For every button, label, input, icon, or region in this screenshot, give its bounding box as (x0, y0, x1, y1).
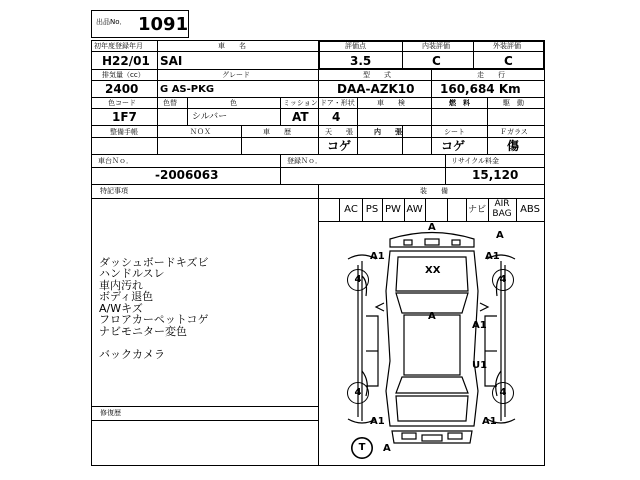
score-label: 評価点 (345, 42, 366, 50)
ceiling-label: 天 張 (325, 128, 353, 136)
fuel-label: 燃 料 (449, 99, 470, 107)
damage-roof: A (428, 311, 436, 322)
note-line: フロアカーペットコゲ (99, 313, 209, 326)
seat-value: コゲ (441, 139, 466, 153)
note-line: ナビモニター変色 (99, 325, 187, 338)
equipment-airbag: AIR BAG (492, 199, 512, 219)
interior-value: C (432, 54, 441, 68)
color-value: シルバー (192, 112, 228, 122)
chassis-value: -2006063 (155, 168, 219, 182)
nox-label: ＮＯＸ (190, 128, 211, 136)
reg-year-value: H22/01 (102, 54, 150, 68)
repair-label: 修復歴 (100, 409, 121, 417)
drive-label: 駆 動 (503, 99, 524, 107)
equipment-ac: AC (344, 204, 358, 215)
damage-rear-bumper: A (383, 443, 391, 454)
model-value: DAA-AZK10 (337, 82, 415, 96)
equipment-navi: ナビ (467, 205, 486, 215)
spare-tire: T (351, 437, 373, 459)
grade-label: グレード (222, 71, 250, 79)
note-line: A/Wキズ (99, 302, 143, 315)
note-line: ボディ退色 (99, 290, 154, 303)
equipment-ps: PS (365, 204, 379, 215)
exterior-value: C (504, 54, 513, 68)
score-value: 3.5 (350, 54, 372, 68)
displacement-label: 排気量（cc） (102, 71, 145, 79)
mileage-label: 走 行 (477, 71, 505, 79)
fr-wheel-grade: 4 (492, 269, 514, 291)
damage-fl-fender: A1 (370, 251, 385, 262)
note-line: ハンドルスレ (99, 267, 165, 280)
glass-label: Ｆガラス (500, 128, 528, 136)
vehicle-inspection-label: 車 検 (377, 99, 405, 107)
car-name-value: SAI (160, 54, 183, 68)
chassis-label: 車台Ｎｏ． (98, 157, 133, 165)
model-label: 型 式 (363, 71, 391, 79)
doors-value: 4 (332, 110, 341, 124)
damage-rl-quarter: A1 (370, 416, 385, 427)
lot-label: 出品No． (96, 18, 127, 26)
manual-label: 整備手帳 (110, 128, 138, 136)
glass-value: 傷 (507, 139, 520, 153)
color-label: 色 (230, 99, 237, 107)
damage-right-rear-door: U1 (472, 360, 488, 371)
note-line: バックカメラ (99, 348, 165, 361)
color-code-value: 1F7 (112, 110, 137, 124)
history-label: 車 歴 (263, 128, 291, 136)
interior-label: 内装評価 (422, 42, 450, 50)
equipment-pw: PW (385, 204, 401, 215)
lot-number: 1091 (138, 14, 189, 35)
damage-hood: XX (425, 265, 441, 276)
damage-front: A (428, 222, 436, 233)
damage-rr-quarter: A1 (482, 416, 497, 427)
equipment-label: 装 備 (420, 187, 448, 195)
damage-front-right: A (496, 230, 504, 241)
doors-label: ドア・形状 (320, 99, 355, 107)
equipment-abs: ABS (520, 204, 540, 215)
displacement-value: 2400 (105, 82, 139, 96)
mission-label: ミッション (283, 99, 318, 107)
equipment-aw: AW (406, 204, 423, 215)
note-line: ダッシュボードキズビ (99, 256, 209, 269)
exterior-label: 外装評価 (493, 42, 521, 50)
upholstery-label: 内 張 (374, 128, 402, 136)
seat-label: シート (444, 128, 465, 136)
recycle-value: 15,120 (472, 168, 519, 182)
rl-wheel-grade: 4 (347, 382, 369, 404)
ceiling-value: コゲ (327, 139, 352, 153)
color-code-label: 色コード (108, 99, 136, 107)
notes-label: 特記事項 (100, 187, 128, 195)
car-damage-diagram (318, 221, 545, 466)
recycle-label: リサイクル料金 (451, 157, 500, 165)
rr-wheel-grade: 4 (492, 382, 514, 404)
fl-wheel-grade: 4 (347, 269, 369, 291)
registration-label: 登録Ｎｏ． (287, 157, 322, 165)
damage-fr-fender: A1 (485, 251, 500, 262)
grade-value: G AS-PKG (160, 84, 215, 95)
lot-number-box (91, 10, 189, 38)
mileage-value: 160,684 Km (440, 82, 521, 96)
car-name-label: 車 名 (218, 42, 246, 50)
mission-value: AT (292, 110, 309, 124)
damage-right-door: A1 (472, 320, 487, 331)
reg-year-label: 初年度登録年月 (94, 42, 143, 50)
color-change-label: 色替 (163, 99, 177, 107)
note-line: 車内汚れ (99, 279, 143, 292)
